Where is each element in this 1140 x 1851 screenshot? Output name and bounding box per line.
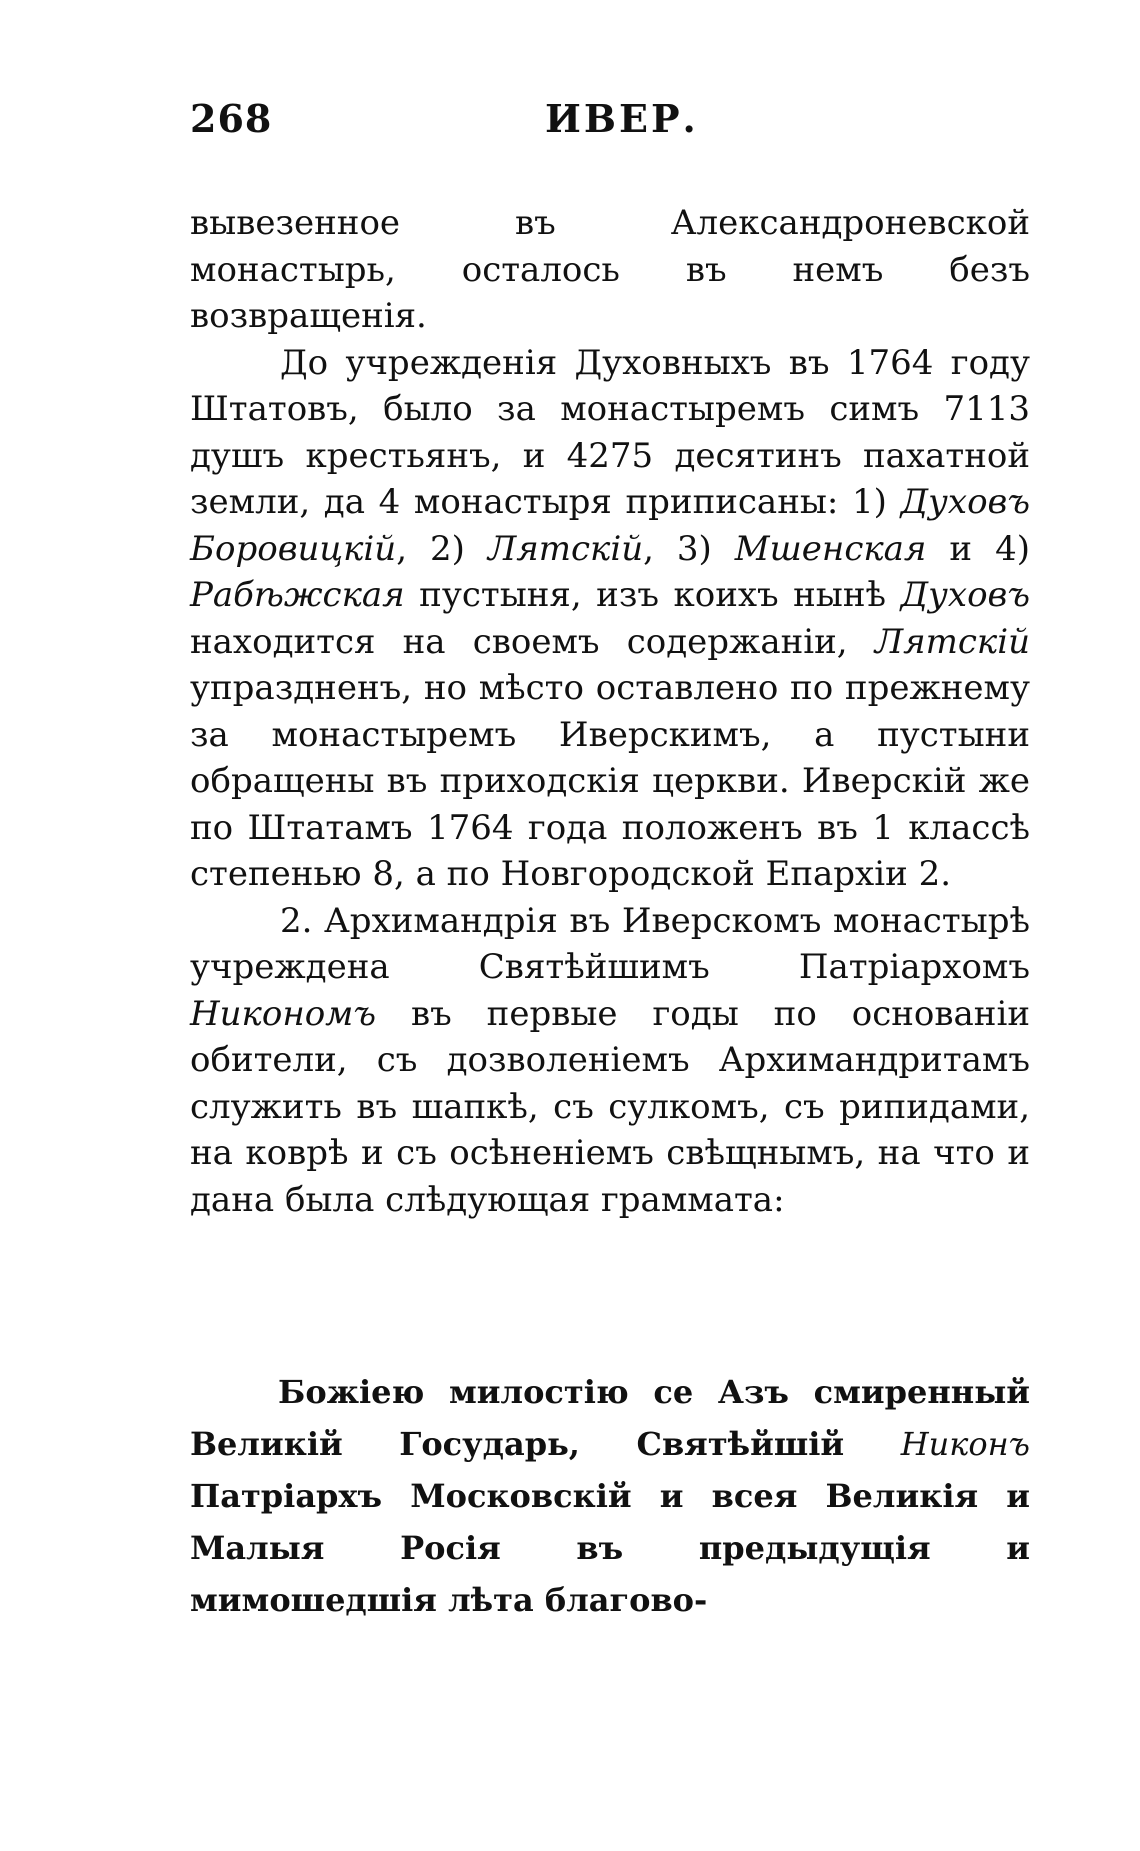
italic-name: Духовъ [900,575,1030,615]
text-run: пустыня, изъ коихъ нынѣ [404,575,901,615]
italic-name: Никономъ [190,993,377,1034]
text-run: Божіею милостію се Азъ смиренный Великій Государь, Святѣйшій [190,1373,1030,1463]
italic-name: Никонъ [900,1425,1030,1463]
text-run: въ первые годы по основаніи обители, съ дозволеніемъ Архимандритамъ служить въ шапкѣ, съ сулкомъ, съ рипидами, на коврѣ и съ осѣненіемъ свѣщнымъ, на что и дана была слѣдующая граммата: [190,993,1030,1220]
text-run: Патріархъ Московскій и всея Великія и Малыя Росія въ предыдущія и мимошедшія лѣта благово- [190,1477,1030,1619]
text-run: 2. Архимандрія въ Иверскомъ монастырѣ учреждена Святѣйшимъ Патріархомъ [190,900,1030,987]
italic-name: Лятскій [874,621,1030,662]
charter-paragraph [190,1366,1030,1626]
text-run: , 3) [643,528,735,569]
running-head: ИВЕР. [545,96,699,141]
text-run: , 2) [396,528,488,569]
text-run: и 4) [926,528,1030,569]
charter-text [190,1366,1030,1626]
text-run: упраздненъ, но мѣсто оставлено по прежнему за монастыремъ Иверскимъ, а пустыни обращены въ приходскія церкви. Иверскій же по Штатамъ 1764 года положенъ въ 1 классѣ степенью 8, а по Новгородской Епархіи 2. [190,668,1030,894]
paragraph-monastery-estates [190,340,1030,898]
text-run: находится на своемъ содержаніи, [190,621,875,662]
paragraph-continuation [190,200,1030,340]
italic-name: Лятскій [487,528,644,569]
paragraph-text: вывезенное въ Александроневской монастырь, осталось въ немъ безъ возвращенія. [190,203,1030,336]
body-text [190,200,1030,1223]
page-number: 268 [190,96,273,141]
page-header [190,96,1030,156]
italic-name: Рабѣжская [190,575,405,615]
italic-name: Духовъ Боровицкій [190,482,1030,569]
italic-name: Мшенская [734,528,927,569]
text-run: До учрежденія Духовныхъ въ 1764 году Штатовъ, было за монастыремъ симъ 7113 душъ крестьянъ, и 4275 десятинъ пахатной земли, да 4 монастыря приписаны: 1) [190,342,1030,522]
paragraph-archimandrite [190,898,1030,1224]
